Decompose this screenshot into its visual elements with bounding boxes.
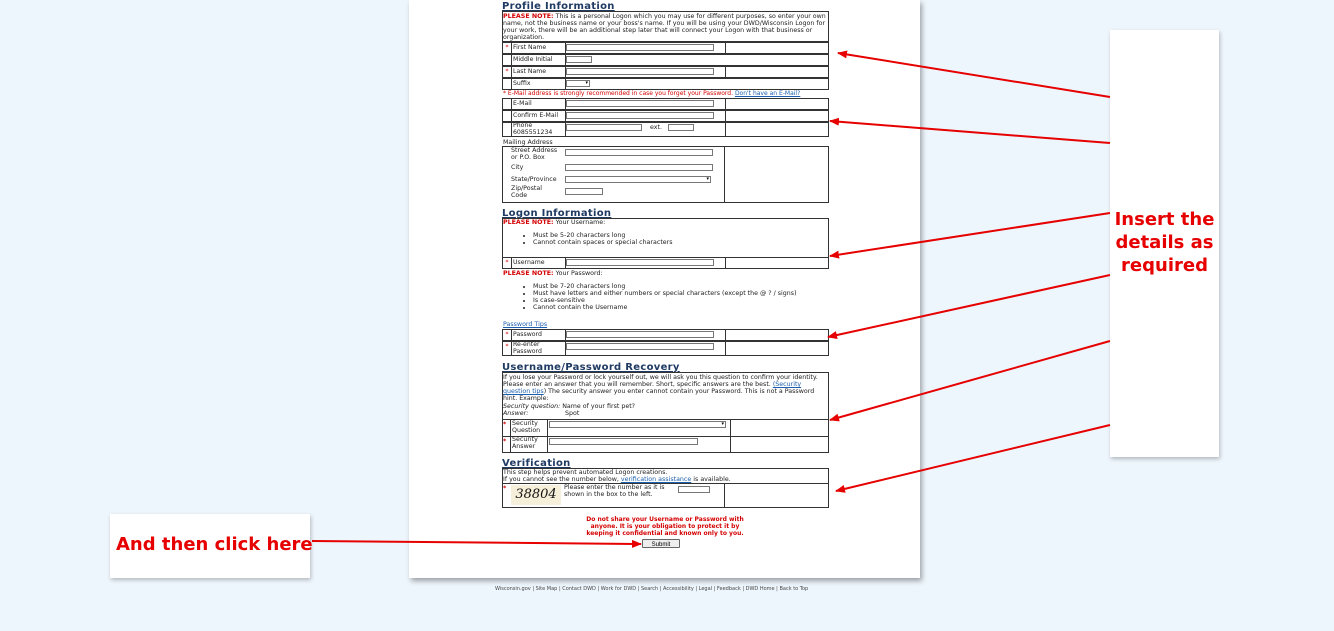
street-label: Street Address or P.O. Box xyxy=(511,147,558,161)
arrow-contact xyxy=(830,121,1110,143)
click-here-text: And then click here xyxy=(116,534,313,555)
password-label: Password xyxy=(512,330,566,340)
reenter-password-label: Re-enter Password xyxy=(512,342,566,355)
username-rules: • Must be 5-20 characters long • Cannot contain spaces or special characters xyxy=(503,232,673,246)
submit-button[interactable]: Submit xyxy=(642,539,680,548)
security-question-label: Security Question xyxy=(512,420,541,434)
city-label: City xyxy=(511,164,524,171)
ext-label: ext. xyxy=(650,124,662,131)
verification-line2: If you cannot see the number below, verification assistance is available. xyxy=(503,476,731,483)
profile-note: PLEASE NOTE: This is a personal Logon which you may use for different purposes, so enter your own name, not the business name or your boss's name. If you will be using your DWD/Wisconsin Logon for your work, there will be an additional step later that will connect your Logon with that business or organization. xyxy=(503,13,826,41)
required-icon: * xyxy=(503,43,512,53)
arrow-submit xyxy=(312,541,641,544)
arrow-password xyxy=(828,275,1110,337)
verification-heading: Verification xyxy=(502,458,571,469)
captcha-instructions: Please enter the number as it is shown in the box to the left. xyxy=(564,484,665,498)
verification-assistance-link[interactable]: verification assistance xyxy=(620,476,692,483)
mailing-address-label: Mailing Address xyxy=(503,139,553,146)
arrow-username xyxy=(830,213,1110,256)
arrow-captcha xyxy=(836,425,1110,491)
required-icon: * xyxy=(503,485,507,492)
security-question-select[interactable]: ▾ xyxy=(549,421,726,428)
username-note: PLEASE NOTE: Your Username: xyxy=(503,219,606,226)
required-icon: * xyxy=(503,421,507,428)
state-label: State/Province xyxy=(511,176,557,183)
required-icon: * xyxy=(503,258,512,268)
suffix-select[interactable]: ▾ xyxy=(566,80,590,87)
security-answer-label: Security Answer xyxy=(512,436,538,450)
arrow-name xyxy=(838,53,1110,97)
footer-links[interactable]: Wisconsin.gov | Site Map | Contact DWD | Work for DWD | Search | Accessibility | Legal | Feedback | DWD Home | Back to Top xyxy=(495,586,809,592)
username-label: Username xyxy=(512,258,566,268)
insert-details-text: Insert the details as required xyxy=(1114,209,1215,276)
captcha-image: 38804 xyxy=(511,485,561,505)
first-name-label: First Name xyxy=(512,43,566,53)
suffix-label: Suffix xyxy=(512,79,566,89)
security-tips-link[interactable]: (Security question tips xyxy=(503,381,802,395)
recovery-heading: Username/Password Recovery xyxy=(502,362,680,373)
example-answer: Answer: Spot xyxy=(503,410,580,417)
security-warning: Do not share your Username or Password with anyone. It is your obligation to protect it by keeping it confidential and known only to you. xyxy=(586,516,744,537)
logon-heading: Logon Information xyxy=(502,208,612,219)
zip-label: Zip/Postal Code xyxy=(511,185,542,199)
password-rules: • Must be 7-20 characters long • Must have letters and either numbers or special characters (except the @ ? / signs) • Is case-sensitive • Cannot contain the Username xyxy=(503,283,797,311)
password-note: PLEASE NOTE: Your Password: xyxy=(503,270,603,277)
verification-line1: This step helps prevent automated Logon creations. xyxy=(503,469,668,476)
last-name-label: Last Name xyxy=(512,67,566,77)
email-note: * E-Mail address is strongly recommended in case you forget your Password. Don't have an E-Mail? xyxy=(503,90,801,97)
required-icon: * xyxy=(503,67,512,77)
phone-label: Phone 6085551234 xyxy=(512,123,566,136)
password-tips-link[interactable]: Password Tips xyxy=(503,321,548,328)
example-question: Security question: Name of your first pet? xyxy=(503,403,636,410)
email-label: E-Mail xyxy=(512,99,566,109)
required-icon: * xyxy=(503,342,512,355)
arrow-security xyxy=(830,341,1110,420)
recovery-intro: If you lose your Password or lock yourself out, we will ask you this question to confirm your identity. Please enter an answer that you will remember. Short, specific answers are the best. (Security question tips) The security answer you enter cannot contain your Password. This is not a Password hint. Example: xyxy=(503,374,818,402)
confirm-email-label: Confirm E-Mail xyxy=(512,111,566,121)
no-email-link[interactable]: Don't have an E-Mail? xyxy=(734,90,801,97)
middle-initial-label: Middle Initial xyxy=(512,55,566,65)
profile-heading: Profile Information xyxy=(502,1,615,12)
required-icon: * xyxy=(503,330,512,340)
required-icon: * xyxy=(503,438,507,445)
state-select[interactable]: ▾ xyxy=(565,176,711,183)
